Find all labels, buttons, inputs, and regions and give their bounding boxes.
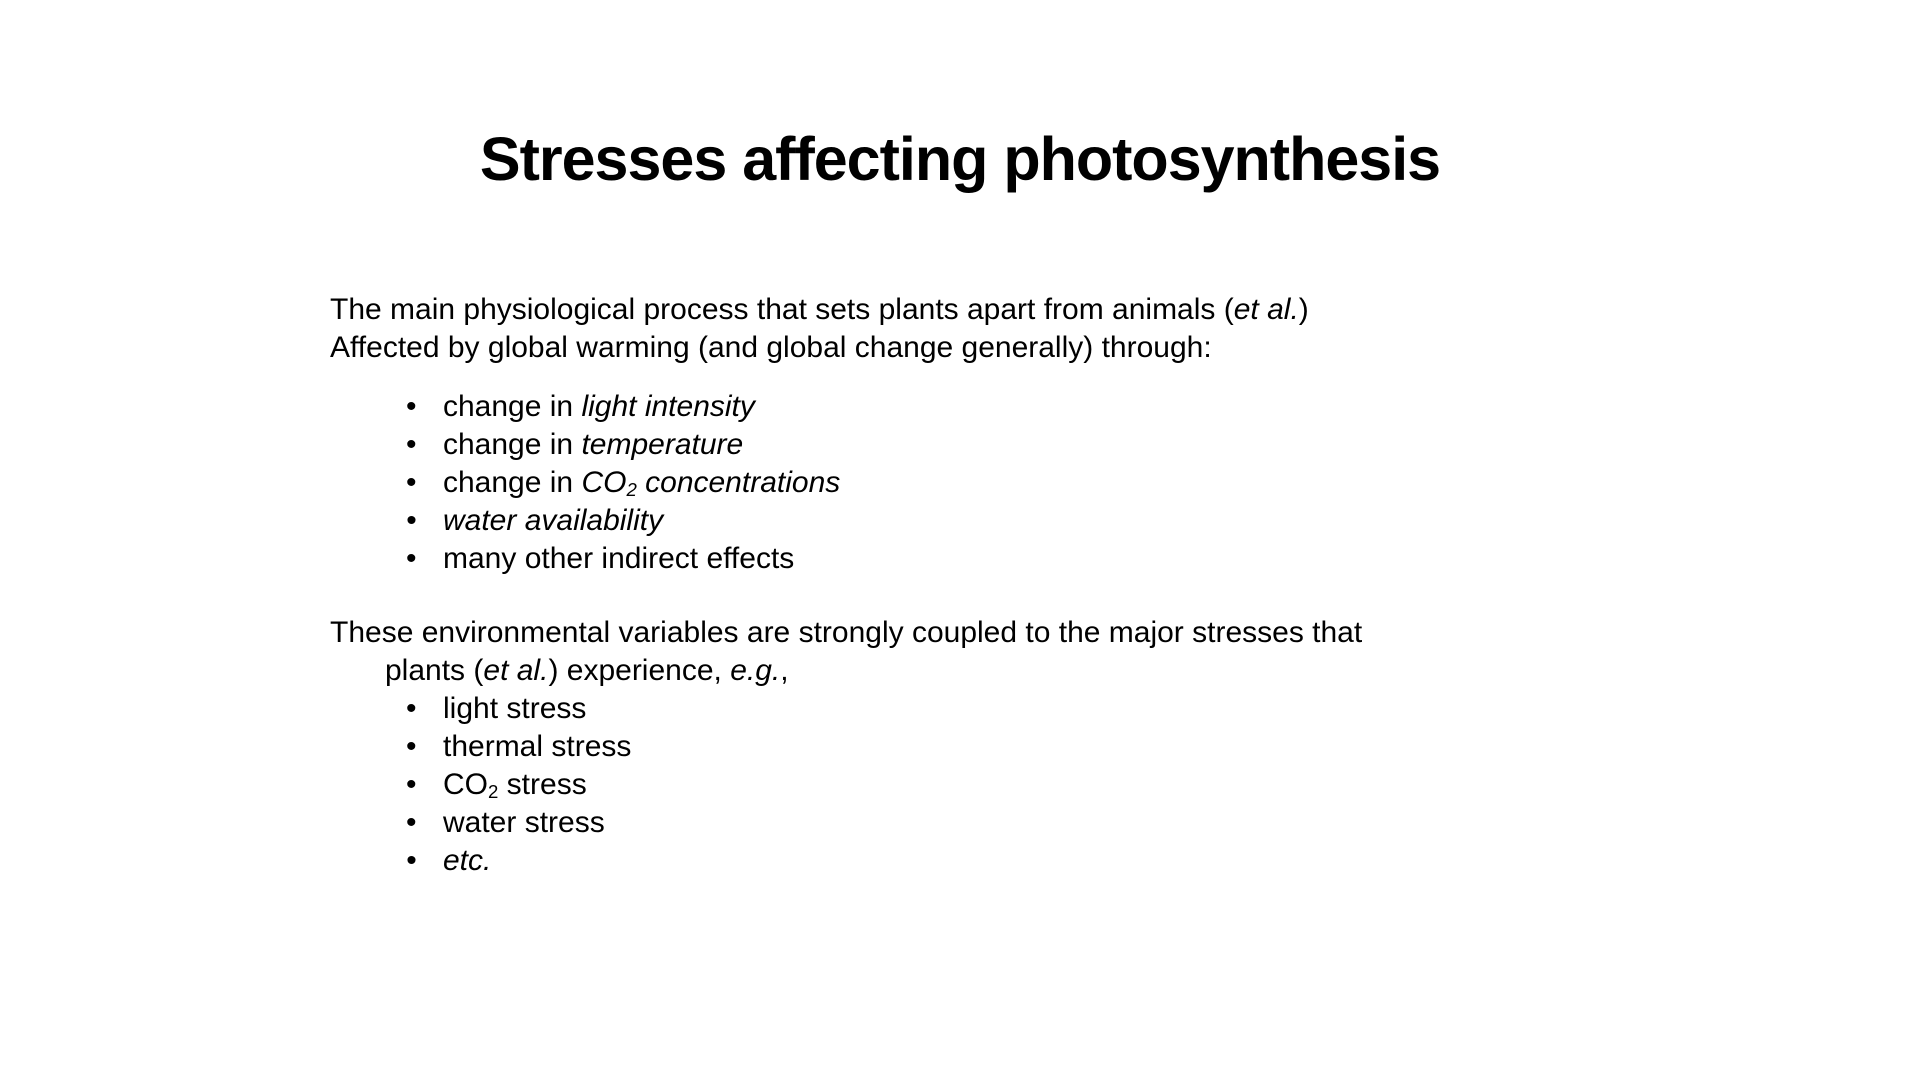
text-run: change in xyxy=(443,428,582,461)
emphasis-text: et al. xyxy=(1233,293,1299,326)
list-item-etc xyxy=(443,842,1630,880)
list-item-co2-concentrations xyxy=(443,464,1630,502)
text-run: plants ( xyxy=(385,654,484,687)
emphasis-text: et al. xyxy=(483,654,549,687)
intro-line-2: Affected by global warming (and global change generally) through: xyxy=(330,331,1212,364)
list-item-light-stress: • light stress xyxy=(443,690,1630,728)
slide-body xyxy=(330,291,1630,880)
list-item-thermal-stress: • thermal stress xyxy=(443,728,1630,766)
subscript-text: 2 xyxy=(488,781,499,803)
text-run: , xyxy=(780,654,789,687)
coupling-line-1: These environmental variables are strongly coupled to the major stresses that xyxy=(330,616,1363,649)
stresses-list xyxy=(330,690,1630,880)
subscript-text: 2 xyxy=(626,479,637,501)
emphasis-text: light intensity xyxy=(581,390,755,423)
text-run: CO xyxy=(443,768,488,801)
list-item-temperature xyxy=(443,426,1630,464)
list-item-light-intensity xyxy=(443,388,1630,426)
emphasis-text: concentrations xyxy=(636,466,841,499)
intro-paragraph xyxy=(330,291,1630,367)
text-run: ) experience, xyxy=(548,654,731,687)
emphasis-text: CO xyxy=(581,466,627,499)
emphasis-text: water availability xyxy=(443,504,664,537)
intro-line-1 xyxy=(330,291,1630,329)
coupling-paragraph xyxy=(330,614,1630,690)
slide-title: Stresses affecting photosynthesis xyxy=(479,125,1441,193)
emphasis-text: temperature xyxy=(581,428,744,461)
list-item-indirect-effects: • many other indirect effects xyxy=(443,540,1630,578)
emphasis-text: e.g. xyxy=(730,654,781,687)
coupling-line-2 xyxy=(330,652,1630,690)
text-run: The main physiological process that sets plants apart from animals ( xyxy=(330,293,1234,326)
list-item-water-availability xyxy=(443,502,1630,540)
text-run: change in xyxy=(443,466,582,499)
text-run: change in xyxy=(443,390,582,423)
text-run: ) xyxy=(1298,293,1309,326)
causes-list xyxy=(330,388,1630,578)
emphasis-text: etc. xyxy=(443,844,492,877)
text-run: stress xyxy=(498,768,587,801)
list-item-co2-stress xyxy=(443,766,1630,804)
list-item-water-stress: • water stress xyxy=(443,804,1630,842)
